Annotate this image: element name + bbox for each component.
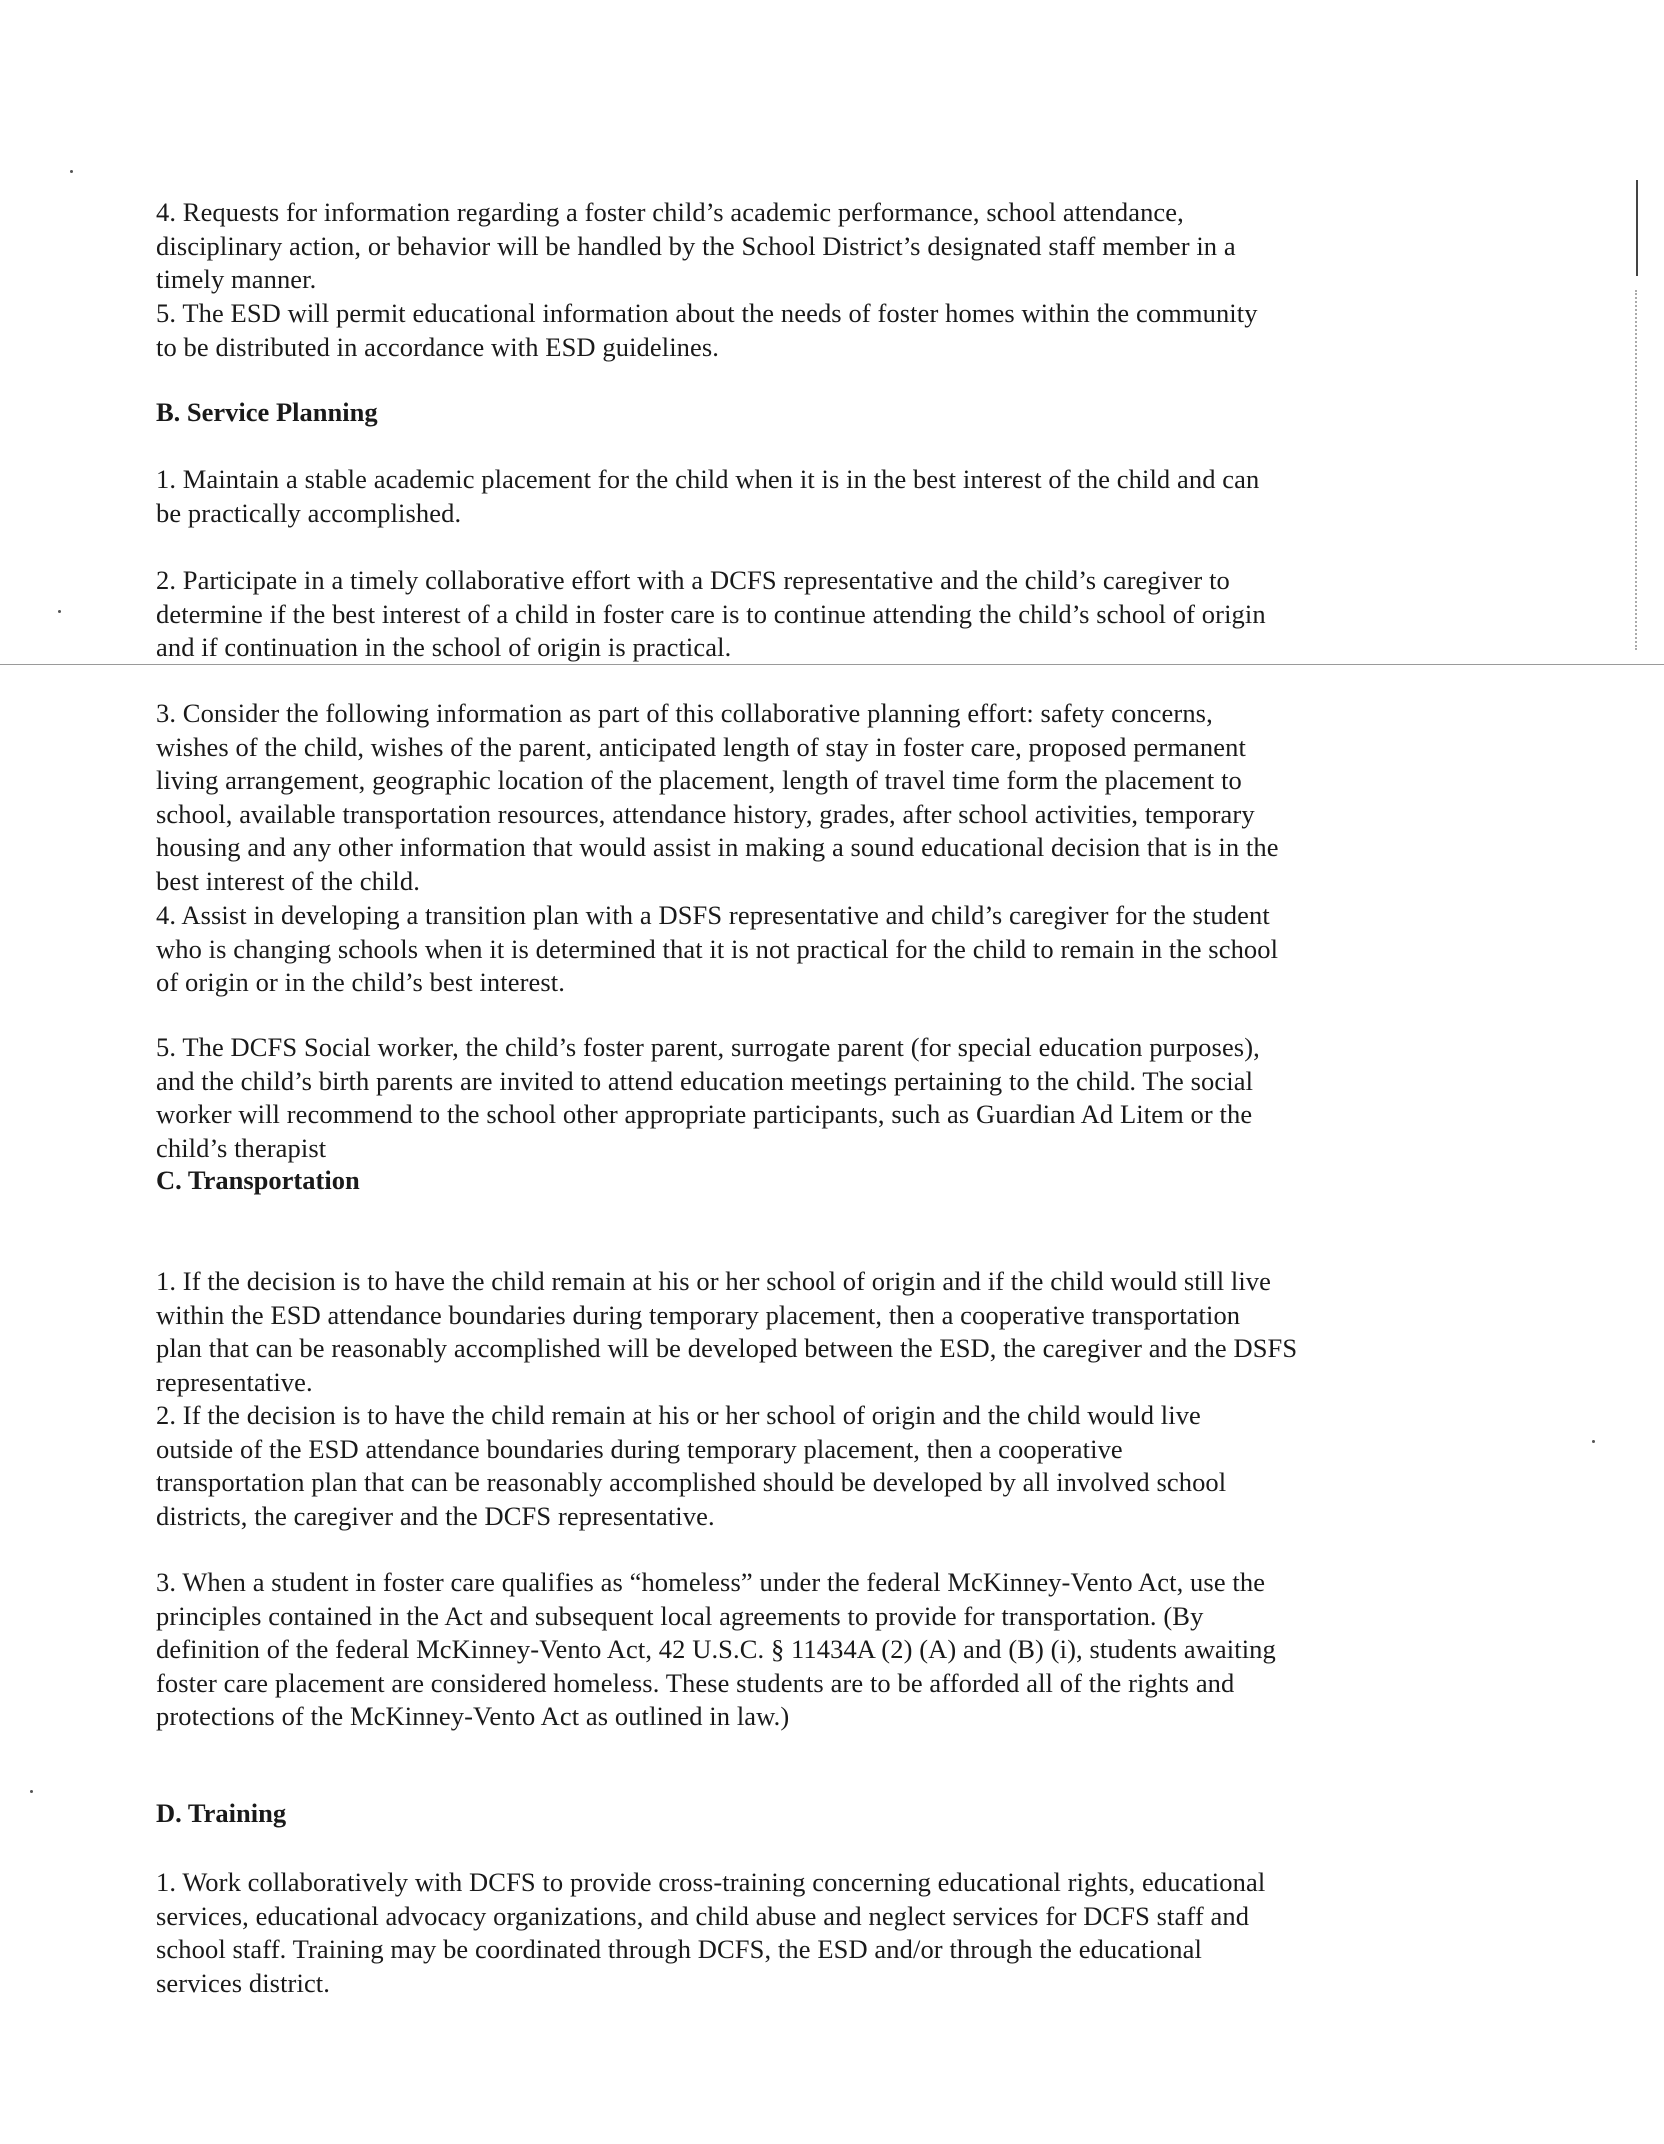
scan-speck <box>70 170 73 173</box>
heading-transportation: C. Transportation <box>156 1165 360 1195</box>
scan-speck <box>1592 1440 1595 1443</box>
paragraph-b3: 3. Consider the following information as part of this collaborative planning effort: safety concerns, wishes of the child, wishes of the parent, anticipated length of stay in foster care, proposed permanent living arrangement, geographic location of the placement, length of travel time form the placement to school, available transportation resources, attendance history, grades, after school activities, temporary housing and any other information that would assist in making a sound educational decision that is in the best interest of the child. <box>156 698 1279 896</box>
paragraph-a5: 5. The ESD will permit educational information about the needs of foster homes within the community to be distributed in accordance with ESD guidelines. <box>156 298 1258 362</box>
heading-service-planning: B. Service Planning <box>156 397 378 427</box>
paragraph-c1: 1. If the decision is to have the child remain at his or her school of origin and if the child would still live within the ESD attendance boundaries during temporary placement, then a cooperative transportation plan that can be reasonably accomplished will be developed between the ESD, the caregiver and the DSFS representative. <box>156 1266 1298 1397</box>
scan-speck <box>58 610 61 613</box>
paragraph-d1: 1. Work collaboratively with DCFS to provide cross-training concerning educational rights, educational services, educational advocacy organizations, and child abuse and neglect services for DCFS staff and school staff. Training may be coordinated through DCFS, the ESD and/or through the educational services district. <box>156 1867 1266 1998</box>
heading-training: D. Training <box>156 1798 287 1828</box>
scan-speck <box>30 1790 33 1793</box>
paragraph-c2: 2. If the decision is to have the child remain at his or her school of origin and the child would live outside of the ESD attendance boundaries during temporary placement, then a cooperative transportation plan that can be reasonably accomplished should be developed by all involved school districts, the caregiver and the DCFS representative. <box>156 1400 1227 1531</box>
paragraph-b2: 2. Participate in a timely collaborative effort with a DCFS representative and the child’s caregiver to determine if the best interest of a child in foster care is to continue attending the child’s school of origin and if continuation in the school of origin is practical. <box>156 565 1266 662</box>
paragraph-b5: 5. The DCFS Social worker, the child’s foster parent, surrogate parent (for special education purposes), and the child’s birth parents are invited to attend education meetings pertaining to the child. The social worker will recommend to the school other appropriate participants, such as Guardian Ad Litem or the child’s therapist <box>156 1032 1260 1163</box>
paragraph-b1: 1. Maintain a stable academic placement for the child when it is in the best interest of the child and can be practically accomplished. <box>156 464 1260 528</box>
paragraph-c3: 3. When a student in foster care qualifies as “homeless” under the federal McKinney-Vento Act, use the principles contained in the Act and subsequent local agreements to provide for transportation. (By definition of the federal McKinney-Vento Act, 42 U.S.C. § 11434A (2) (A) and (B) (i), students awaiting foster care placement are considered homeless. These students are to be afforded all of the rights and protections of the McKinney-Vento Act as outlined in law.) <box>156 1567 1276 1731</box>
scan-margin-dots <box>1635 290 1637 650</box>
paragraph-a4: 4. Requests for information regarding a foster child’s academic performance, school attendance, disciplinary action, or behavior will be handled by the School District’s designated staff member in a timely manner. <box>156 197 1236 294</box>
scan-margin-mark <box>1636 180 1638 276</box>
paragraph-b4: 4. Assist in developing a transition plan with a DSFS representative and child’s caregiver for the student who is changing schools when it is determined that it is not practical for the child to remain in the school of origin or in the child’s best interest. <box>156 900 1279 997</box>
